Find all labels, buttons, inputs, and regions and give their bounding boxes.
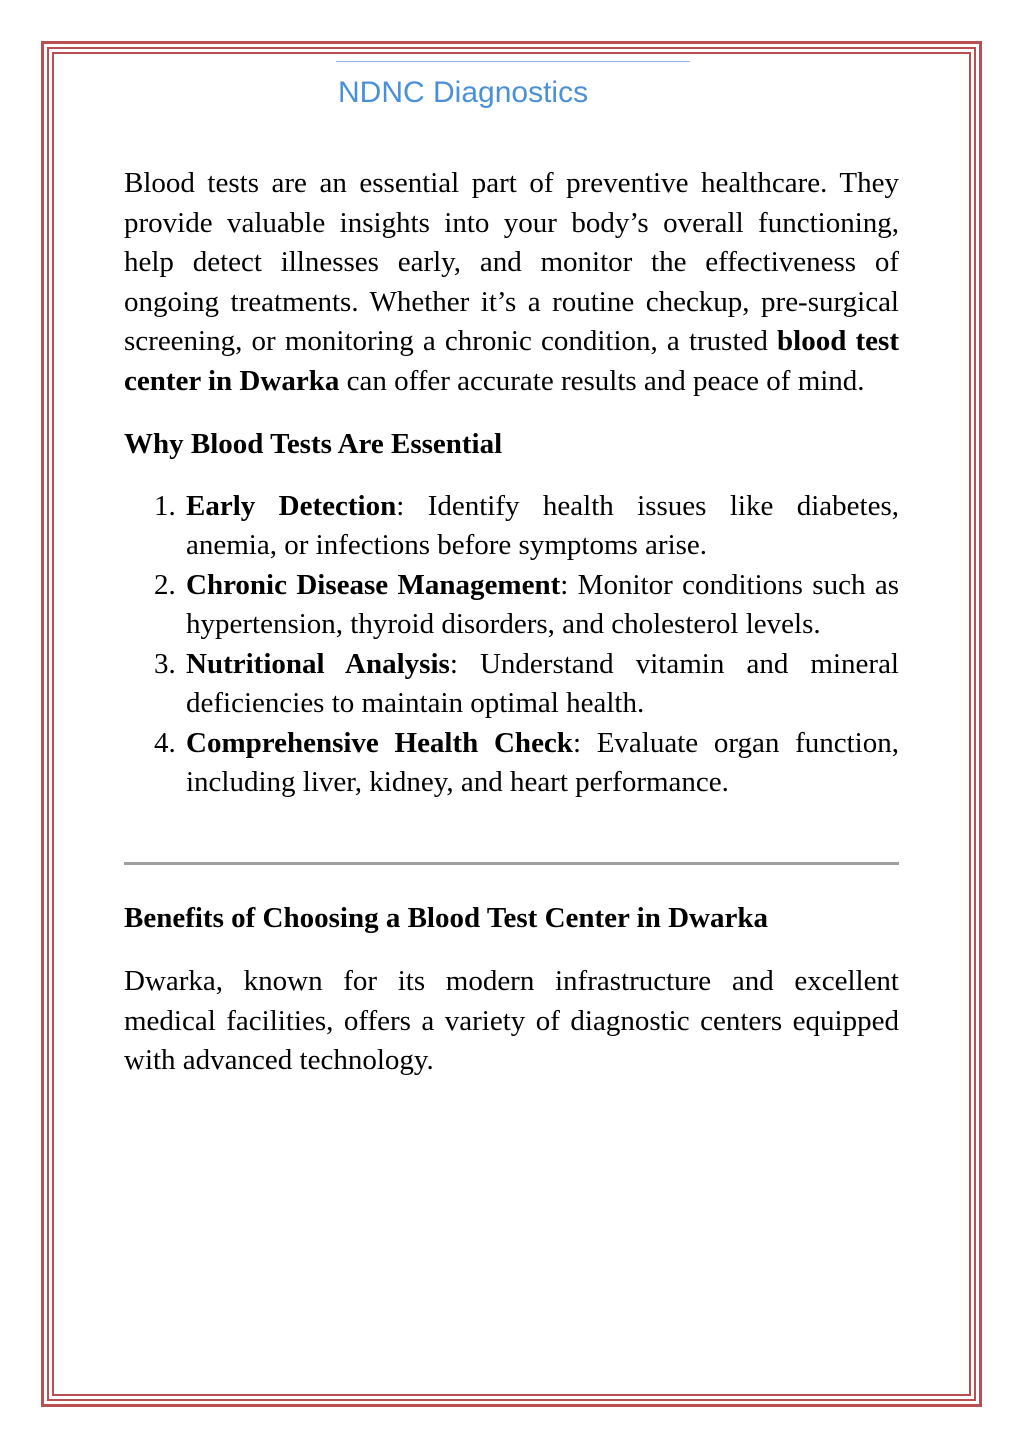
section-divider [124, 862, 899, 865]
list-item-title: Nutritional Analysis [186, 647, 450, 680]
benefits-paragraph: Dwarka, known for its modern infrastructure and excellent medical facilities, offers a variety of diagnostic centers equipped with advanced technology. [124, 965, 899, 1076]
list-number: 3. [154, 647, 176, 680]
list-item [124, 645, 899, 724]
why-heading: Why Blood Tests Are Essential [124, 428, 503, 460]
list-item-separator: : [449, 647, 458, 680]
intro-text-after: can offer accurate results and peace of mind. [339, 364, 865, 397]
intro-paragraph [124, 164, 899, 401]
list-number: 2. [154, 568, 176, 601]
list-item-title: Chronic Disease Management [186, 568, 561, 601]
brand-logo: NDNC Diagnostics [338, 76, 589, 109]
list-number: 1. [154, 489, 176, 522]
list-item-title: Early Detection [186, 489, 397, 522]
benefits-heading: Benefits of Choosing a Blood Test Center in Dwarka [124, 901, 768, 934]
blood-test-center-link[interactable]: blood test center in Dwarka [124, 325, 899, 397]
list-item-separator: : [560, 568, 569, 601]
document-body [124, 164, 899, 1081]
reasons-list [124, 487, 899, 803]
list-number: 4. [154, 726, 176, 759]
list-item-text: Evaluate organ function, including liver, kidney, and heart performance. [186, 726, 899, 798]
list-item-text: Understand vitamin and mineral deficiencies to maintain optimal health. [186, 647, 899, 719]
list-item-text: Identify health issues like diabetes, anemia, or infections before symptoms arise. [186, 489, 899, 561]
intro-text-before: Blood tests are an essential part of preventive healthcare. They provide valuable insights into your body’s overall functioning, help detect illnesses early, and monitor the effectiveness of ongoing treatments. Whether it’s a routine checkup, pre-surgical screening, or monitoring a chronic condition, a trusted [124, 167, 899, 357]
header-rule [336, 61, 690, 62]
list-item [124, 566, 899, 645]
list-item [124, 724, 899, 803]
list-item-separator: : [396, 489, 405, 522]
list-item-text: Monitor conditions such as hypertension, thyroid disorders, and cholesterol levels. [186, 568, 899, 640]
list-item-separator: : [572, 726, 581, 759]
list-item [124, 487, 899, 566]
list-item-title: Comprehensive Health Check [186, 726, 573, 759]
